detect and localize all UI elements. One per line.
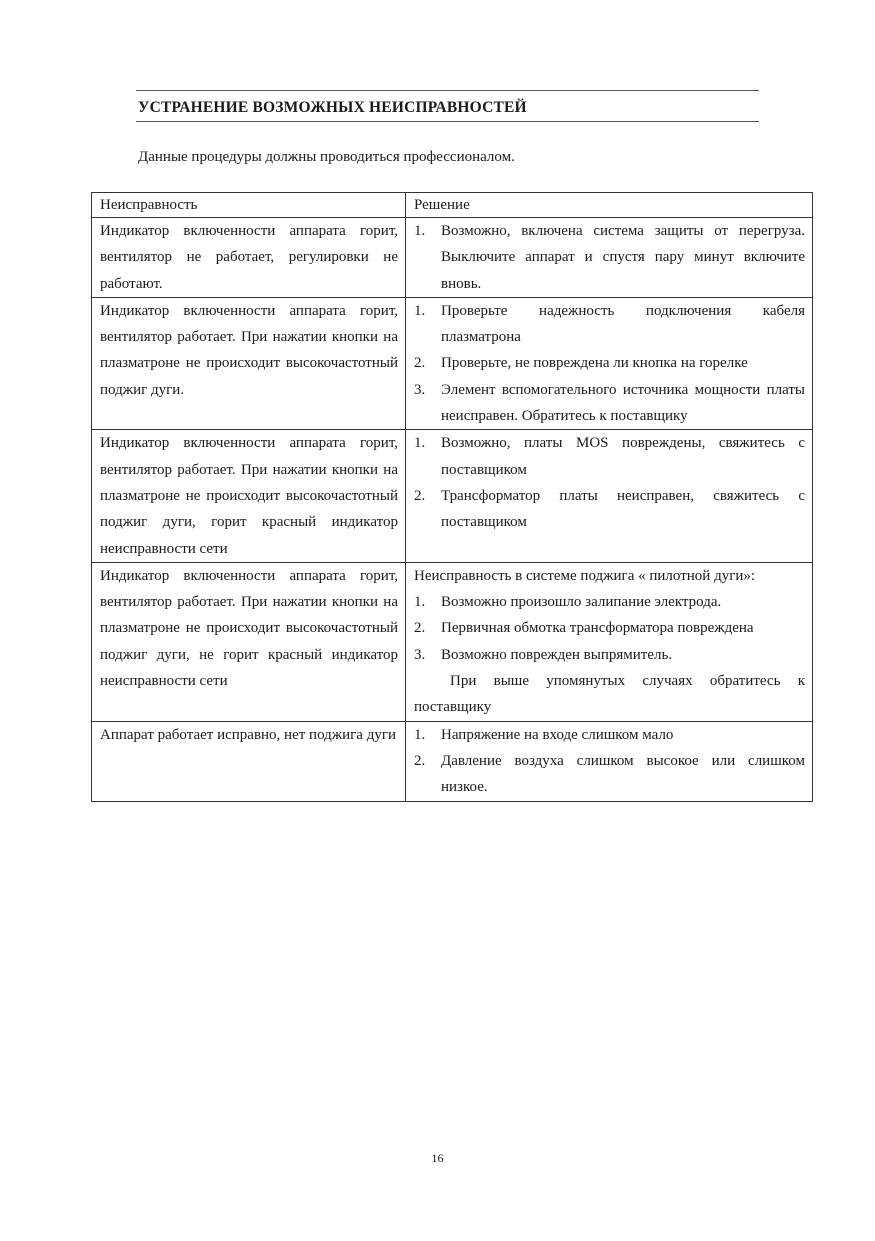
- step-number: 2.: [414, 620, 426, 637]
- solution-step: [414, 642, 805, 668]
- solution-list: [414, 589, 805, 668]
- solution-intro: Неисправность в системе поджига « пилотной дуги»:: [414, 567, 756, 584]
- section-heading: УСТРАНЕНИЕ ВОЗМОЖНЫХ НЕИСПРАВНОСТЕЙ: [138, 99, 527, 116]
- fault-text: Индикатор включенности аппарата горит, вентилятор не работает, регулировки не работают.: [100, 223, 398, 292]
- solution-cell: [406, 297, 813, 429]
- step-number: 1.: [414, 594, 426, 611]
- table-row: [92, 430, 813, 562]
- page-number: 16: [431, 1151, 444, 1165]
- step-text: Первичная обмотка трансформатора повреждена: [441, 620, 754, 637]
- solution-step: [414, 748, 805, 801]
- intro-text: Данные процедуры должны проводиться профессионалом.: [138, 149, 515, 165]
- solution-cell: [406, 218, 813, 298]
- step-number: 2.: [414, 487, 426, 504]
- step-text: Элемент вспомогательного источника мощности платы неисправен. Обратитесь к поставщику: [441, 381, 805, 425]
- step-text: Напряжение на входе слишком мало: [441, 726, 674, 743]
- fault-cell: [92, 430, 406, 562]
- fault-cell: [92, 218, 406, 298]
- table-row: [92, 562, 813, 721]
- solution-step: [414, 218, 805, 297]
- solution-step: [414, 615, 805, 641]
- solution-note: При выше упомянутых случаях обратитесь к поставщику: [414, 673, 805, 716]
- step-text: Возможно произошло залипание электрода.: [441, 594, 722, 611]
- solution-step: [414, 483, 805, 536]
- solution-step: [414, 589, 805, 615]
- table-header-row: [92, 193, 813, 218]
- solution-cell: [406, 430, 813, 562]
- fault-text: Индикатор включенности аппарата горит, вентилятор работает. При нажатии кнопки на плазматроне не происходит высокочастотный поджиг дуги, не горит красный индикатор неисправности сети: [100, 567, 398, 690]
- step-number: 3.: [414, 381, 426, 398]
- step-text: Возможно, включена система защиты от перегруза. Выключите аппарат и спустя пару минут включите вновь.: [441, 223, 805, 292]
- section-heading-rule: [136, 90, 759, 122]
- fault-text: Индикатор включенности аппарата горит, вентилятор работает. При нажатии кнопки на плазматроне не происходит высокочастотный поджиг дуги, горит красный индикатор неисправности сети: [100, 435, 398, 557]
- solution-step: [414, 350, 805, 376]
- solution-step: [414, 298, 805, 351]
- step-text: Возможно, платы MOS повреждены, свяжитесь с поставщиком: [441, 435, 805, 478]
- solution-list: [414, 430, 805, 535]
- solution-step: [414, 377, 805, 430]
- step-number: 3.: [414, 646, 426, 663]
- table-row: [92, 218, 813, 298]
- solution-list: [414, 298, 805, 429]
- solution-list: [414, 218, 805, 297]
- fault-cell: [92, 721, 406, 801]
- step-number: 1.: [414, 302, 426, 319]
- step-number: 1.: [414, 435, 426, 452]
- step-text: Проверьте, не повреждена ли кнопка на горелке: [441, 355, 748, 372]
- solution-step: [414, 722, 805, 748]
- solution-step: [414, 430, 805, 483]
- solution-list: [414, 722, 805, 801]
- step-text: Проверьте надежность подключения кабеля плазматрона: [441, 302, 805, 346]
- step-text: Давление воздуха слишком высокое или слишком низкое.: [441, 752, 805, 796]
- table-row: [92, 297, 813, 429]
- fault-cell: [92, 297, 406, 429]
- step-number: 1.: [414, 223, 426, 239]
- fault-cell: [92, 562, 406, 721]
- step-text: Возможно поврежден выпрямитель.: [441, 646, 673, 663]
- table-row: [92, 721, 813, 801]
- header-solution: Решение: [406, 193, 813, 218]
- step-number: 2.: [414, 752, 426, 769]
- fault-text: Аппарат работает исправно, нет поджига дуги: [100, 726, 397, 743]
- troubleshooting-table: [91, 192, 813, 802]
- step-text: Трансформатор платы неисправен, свяжитесь с поставщиком: [441, 487, 805, 531]
- header-fault: Неисправность: [92, 193, 406, 218]
- fault-text: Индикатор включенности аппарата горит, вентилятор работает. При нажатии кнопки на плазматроне не происходит высокочастотный поджиг дуги.: [100, 302, 398, 398]
- solution-cell: [406, 721, 813, 801]
- step-number: 2.: [414, 355, 426, 372]
- step-number: 1.: [414, 726, 426, 743]
- solution-cell: [406, 562, 813, 721]
